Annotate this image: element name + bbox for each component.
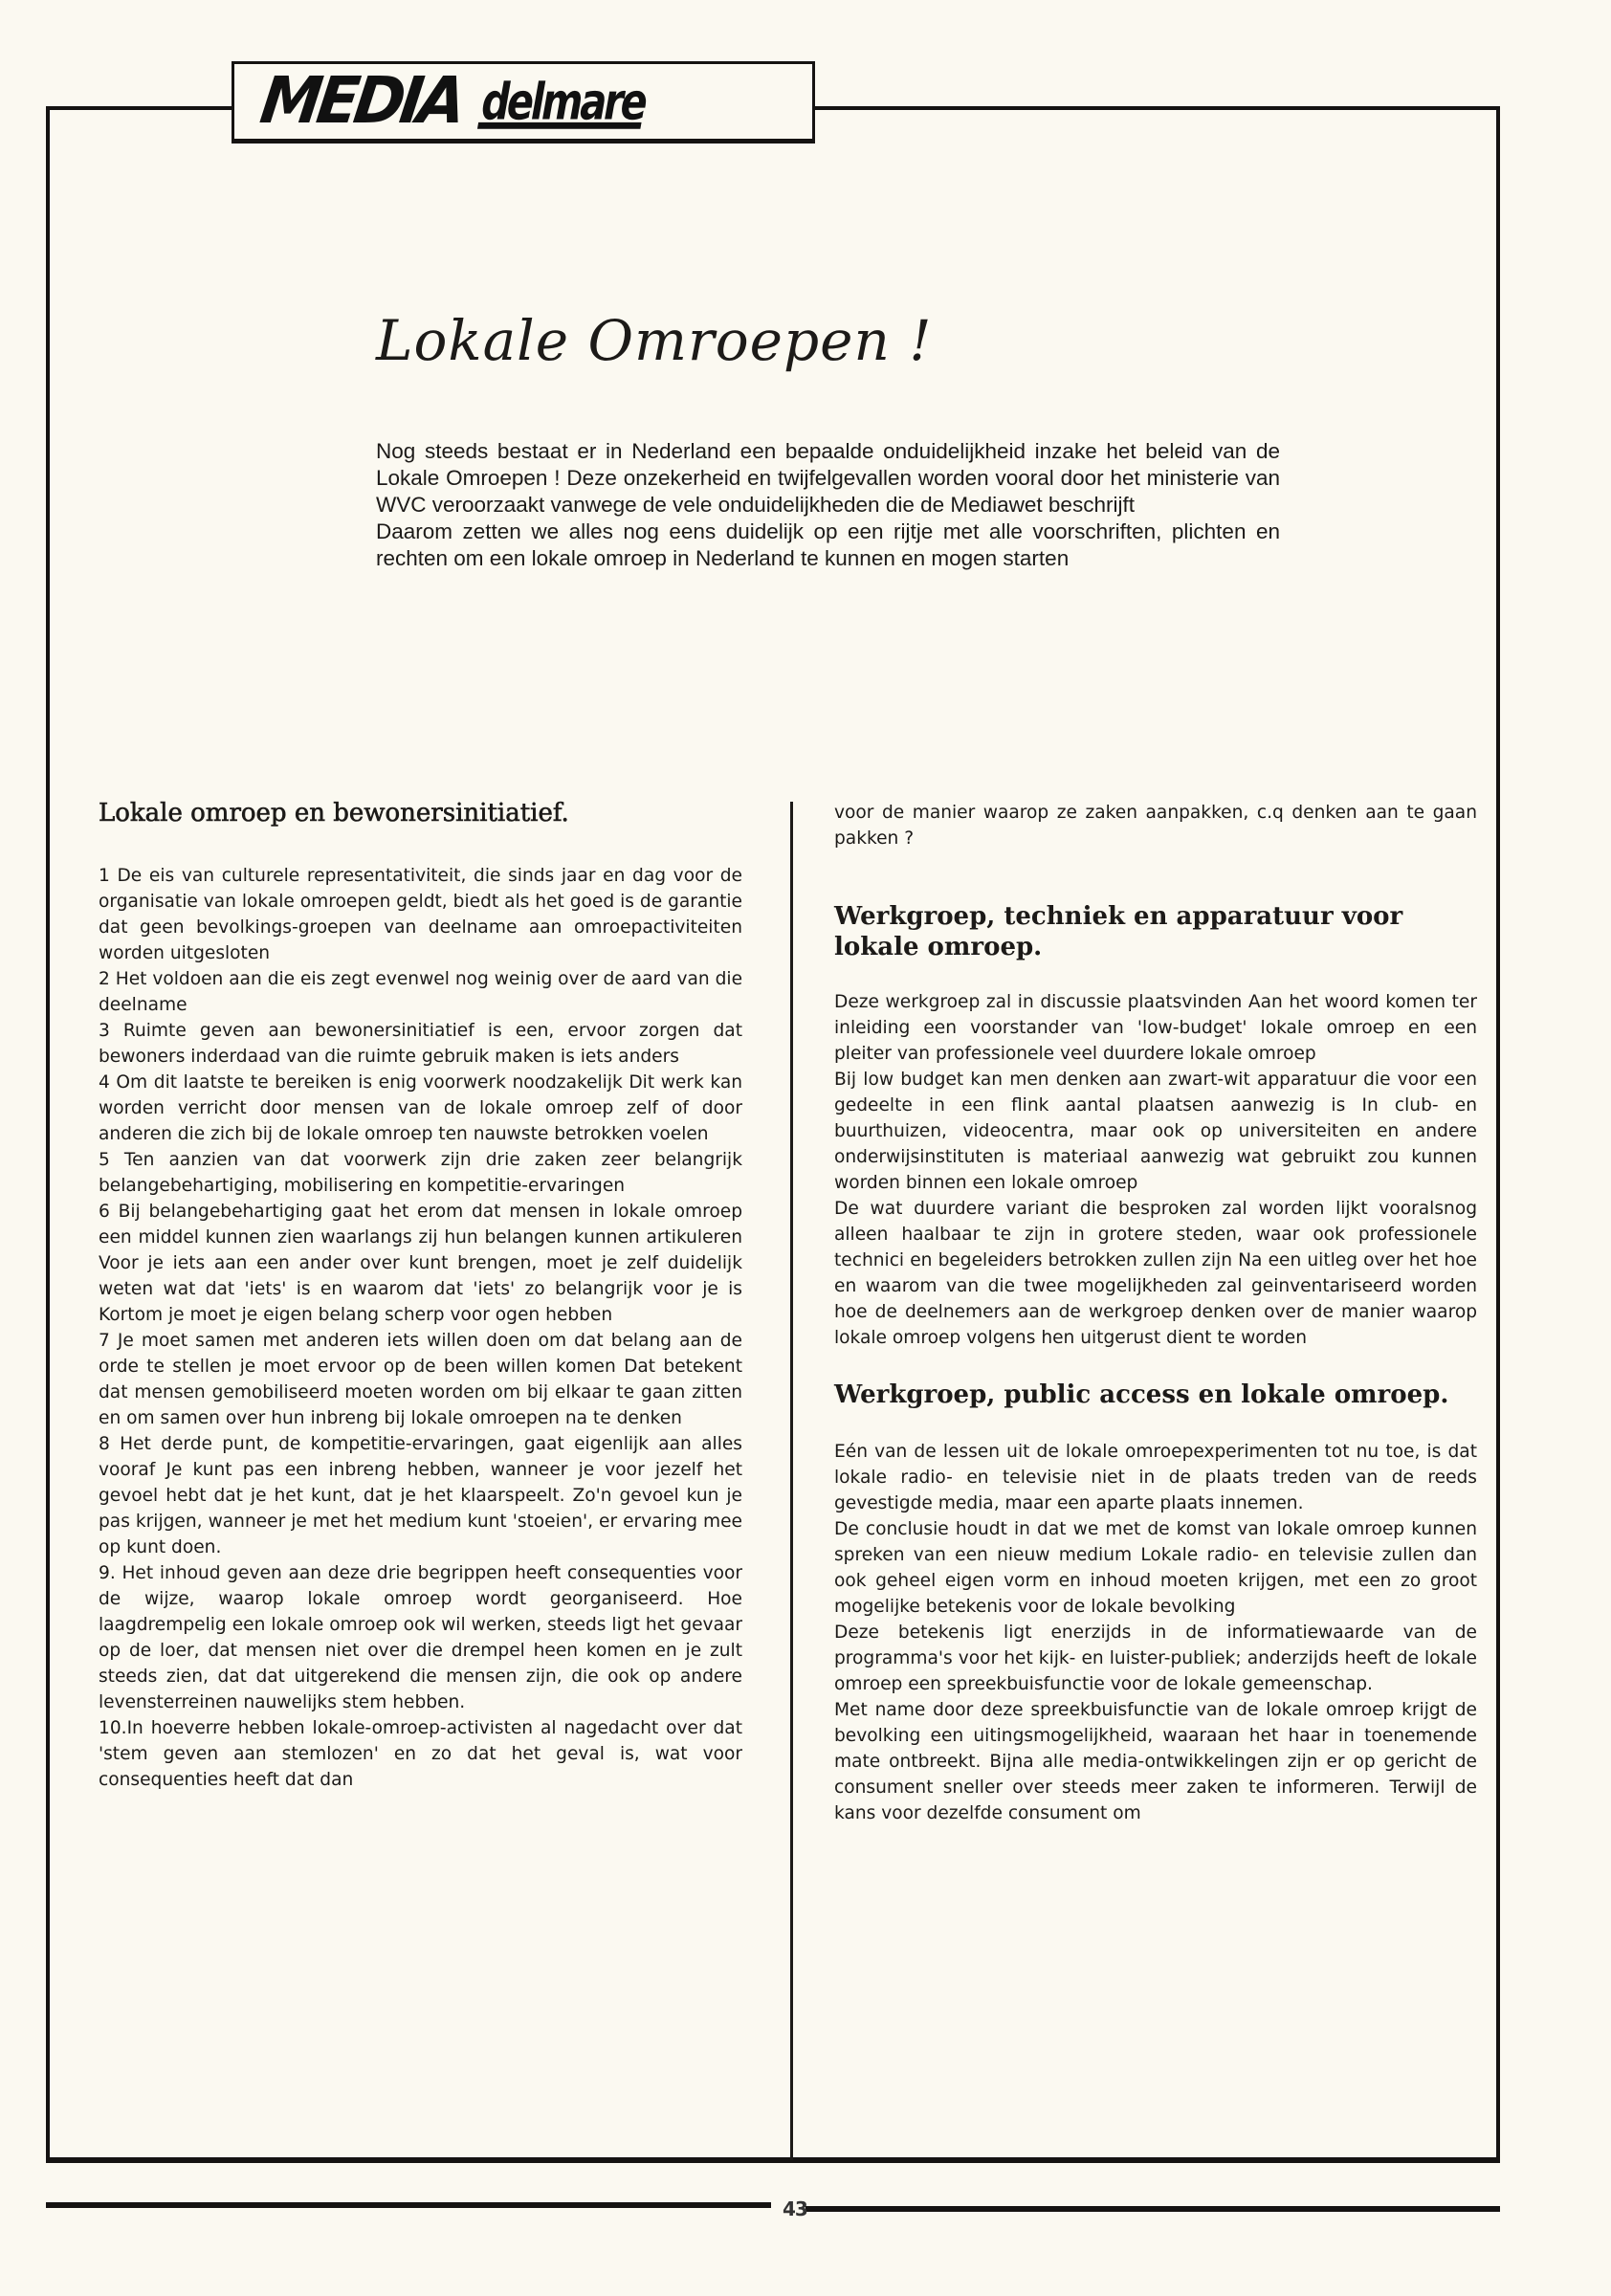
section-heading-public-access: Werkgroep, public access en lokale omroep. [834,1380,1449,1409]
page-number: 43 [783,2197,807,2220]
numbered-paragraph: 8 Het derde punt, de kompetitie-ervaringen, gaat eigenlijk aan alles vooraf Je kunt pas een inbreng hebben, wanneer je voor jezelf het gevoel hebt dat je het kunt, dat je het klaarspeelt. Zo'n gevoel kun je pas krijgen, wanneer je met het medium kunt 'stoeien', er ervaring mee op kunt doen. [99,1434,742,1557]
intro-paragraph: Daarom zetten we alles nog eens duidelijk op een rijtje met alle voorschriften, plichten en rechten om een lokale omroep in Nederland te kunnen en mogen starten [376,519,1280,570]
numbered-paragraph: 1 De eis van culturele representativiteit, die sinds jaar en dag voor de organisatie van lokale omroepen geldt, biedt als het goed is de garantie dat geen bevolkings-groepen van deelname aan omroepactiviteiten worden uitgesloten [99,866,742,963]
article-intro [376,438,1280,572]
body-paragraph: Met name door deze spreekbuisfunctie van de lokale omroep krijgt de bevolking een uitingsmogelijkheid, waaraan het haar in toenemende mate ontbreekt. Bijna alle media-ontwikkelingen zijn er op gericht de consument sneller over steeds meer zaken te informeren. Terwijl de kans voor dezelfde consument om [834,1700,1477,1823]
left-column [99,794,742,1793]
numbered-paragraph: 2 Het voldoen aan die eis zegt evenwel nog weinig over de aard van die deelname [99,969,743,1015]
right-column [834,800,1477,1826]
numbered-paragraph: 6 Bij belangebehartiging gaat het erom dat mensen in lokale omroep een middel kunnen zien waarlangs zij hun belangen kunnen artikuleren Voor je iets aan een ander over kunt brengen, moet je zelf duidelijk weten wat dat 'iets' is en waarom dat 'iets' zo belangrijk voor je is Kortom je moet je eigen belang scherp voor ogen hebben [99,1202,742,1325]
numbered-paragraph: 3 Ruimte geven aan bewonersinitiatief is een, ervoor zorgen dat bewoners inderdaad van die ruimte gebruik maken is iets anders [99,1021,742,1067]
article-title: Lokale Omroepen ! [376,308,933,373]
masthead-brand-secondary: delmare [476,71,651,132]
body-paragraph: Deze werkgroep zal in discussie plaatsvinden Aan het woord komen ter inleiding een voorstander van 'low-budget' lokale omroep en een pleiter van professionele veel duurdere lokale omroep [834,992,1477,1064]
footer-rule-right [806,2206,1500,2212]
body-paragraph: Bij low budget kan men denken aan zwart-wit apparatuur die voor een gedeelte in een flink aantal plaatsen aanwezig is In club- en buurthuizen, videocentra, maar ook op universiteiten en andere onderwijsinstituten is materiaal aanwezig wat gebruikt zou kunnen worden binnen een lokale omroep [834,1070,1477,1193]
masthead-brand-primary: MEDIA [255,64,467,139]
continuation-paragraph: voor de manier waarop ze zaken aanpakken, c.q denken aan te gaan pakken ? [834,803,1477,849]
numbered-paragraph: 4 Om dit laatste te bereiken is enig voorwerk noodzakelijk Dit werk kan worden verricht door mensen van de lokale omroep zelf of door anderen die zich bij de lokale omroep ten nauwste betrokken voelen [99,1072,742,1144]
numbered-paragraph: 10.In hoeverre hebben lokale-omroep-activisten al nagedacht over dat 'stem geven aan stemlozen' en zo dat het geval is, wat voor consequenties heeft dat dan [99,1718,742,1790]
section-heading-bewonersinitiatief: Lokale omroep en bewonersinitiatief. [99,799,569,828]
body-paragraph: Deze betekenis ligt enerzijds in de informatiewaarde van de programma's voor het kijk- en luister-publiek; anderzijds heeft de lokale omroep een spreekbuisfunctie voor de lokale gemeenschap. [834,1623,1477,1694]
numbered-paragraph: 9. Het inhoud geven aan deze drie begrippen heeft consequenties voor de wijze, waarop lokale omroep wordt georganiseerd. Hoe laagdrempelig een lokale omroep ook wil werken, steeds ligt het gevaar op de loer, dat mensen niet over die drempel heen komen en je zult steeds zien, dat dat uitgerekend die mensen zijn, die ook op andere levensterreinen nauwelijks stem hebben. [99,1563,742,1712]
column-divider [790,802,793,2160]
section-heading-techniek: Werkgroep, techniek en apparatuur voor lokale omroep. [834,902,1403,961]
body-paragraph: De conclusie houdt in dat we met de komst van lokale omroep kunnen spreken van een nieuw medium Lokale radio- en televisie zullen dan ook geheel eigen vorm en inhoud moeten krijgen, met een zo groot mogelijke betekenis voor de lokale bevolking [834,1519,1477,1617]
body-paragraph: Eén van de lessen uit de lokale omroepexperimenten tot nu toe, is dat lokale radio- en televisie niet in de plaats treden van de reeds gevestigde media, maar een aparte plaats innemen. [834,1442,1477,1513]
masthead-logo [232,61,815,144]
body-paragraph: De wat duurdere variant die besproken zal worden lijkt vooralsnog alleen haalbaar te zijn in grotere steden, waar ook professionele technici en begeleiders betrokken zullen zijn Na een uitleg over het hoe en waarom van die twee mogelijkheden zal geinventariseerd worden hoe de deelnemers aan de werkgroep denken over de manier waarop lokale omroep volgens hen uitgerust dient te worden [834,1199,1477,1348]
footer-rule-left [46,2202,771,2208]
intro-paragraph: Nog steeds bestaat er in Nederland een bepaalde onduidelijkheid inzake het beleid van de Lokale Omroepen ! Deze onzekerheid en twijfelgevallen worden vooral door het ministerie van WVC veroorzaakt vanwege de vele onduidelijkheden die de Mediawet beschrijft [376,439,1280,517]
numbered-paragraph: 7 Je moet samen met anderen iets willen doen om dat belang aan de orde te stellen je moet ervoor op de been willen komen Dat betekent dat mensen gemobiliseerd moeten worden om bij elkaar te gaan zitten en om samen over hun inbreng bij lokale omroepen na te denken [99,1331,742,1428]
numbered-paragraph: 5 Ten aanzien van dat voorwerk zijn drie zaken zeer belangrijk belangebehartiging, mobilisering en kompetitie-ervaringen [99,1150,742,1196]
